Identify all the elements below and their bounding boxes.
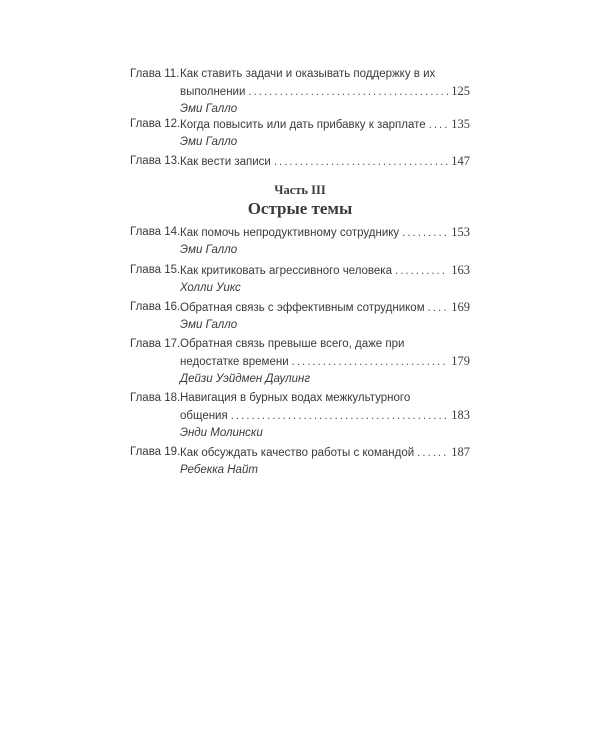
dot-leader — [417, 445, 448, 462]
dot-leader — [429, 117, 449, 134]
dot-leader — [428, 300, 449, 317]
page-number: 135 — [451, 117, 470, 131]
chapter-author: Холли Уикс — [180, 282, 241, 294]
page-number: 147 — [451, 154, 470, 168]
dot-leader — [274, 154, 448, 171]
chapter-title-text: недостатке времени — [180, 356, 289, 368]
chapter-body — [180, 153, 470, 171]
chapter-body — [180, 66, 470, 118]
dot-leader — [402, 225, 448, 242]
chapter-author: Дейзи Уэйдмен Даулинг — [180, 373, 310, 385]
chapter-title-last-line — [180, 153, 470, 171]
chapter-author: Эми Галло — [180, 319, 238, 331]
chapter-title-text: выполнении — [180, 86, 246, 98]
chapter-title-last-line — [180, 83, 470, 101]
chapter-title-text: Как критиковать агрессивного человека — [180, 265, 392, 277]
chapter-body — [180, 390, 470, 442]
chapter-title-text: Как обсуждать качество работы с командой — [180, 447, 415, 459]
chapter-body — [180, 336, 470, 388]
page-number: 125 — [451, 84, 470, 98]
page-number: 179 — [451, 354, 470, 368]
chapter-title-last-line — [180, 262, 470, 280]
page-number: 153 — [451, 225, 470, 239]
chapter-author: Эми Галло — [180, 103, 238, 115]
part-label: Часть III — [274, 183, 326, 197]
chapter-author: Энди Молински — [180, 427, 263, 439]
page-number: 163 — [451, 263, 470, 277]
chapter-number: Глава 12. — [130, 118, 181, 130]
chapter-title-text: Как вести записи — [180, 156, 271, 168]
dot-leader — [395, 263, 448, 280]
page-number: 169 — [451, 300, 470, 314]
chapter-number: Глава 19. — [130, 446, 181, 458]
chapter-author: Эми Галло — [180, 244, 238, 256]
chapter-title-text: Когда повысить или дать прибавку к зарплате — [180, 119, 426, 131]
chapter-title-line: Как ставить задачи и оказывать поддержку в их — [180, 68, 436, 80]
chapter-body — [180, 224, 470, 259]
chapter-body — [180, 262, 470, 297]
chapter-body — [180, 444, 470, 479]
chapter-title-text: общения — [180, 410, 228, 422]
chapter-title-last-line — [180, 116, 470, 134]
chapter-title-line: Навигация в бурных водах межкультурного — [180, 392, 411, 404]
chapter-body — [180, 116, 470, 151]
chapter-title-text: Как помочь непродуктивному сотруднику — [180, 227, 400, 239]
page-number: 187 — [451, 445, 470, 459]
part-title: Острые темы — [247, 199, 353, 218]
chapter-number: Глава 14. — [130, 226, 181, 238]
chapter-number: Глава 17. — [130, 338, 181, 350]
chapter-title-text: Обратная связь с эффективным сотрудником — [180, 302, 425, 314]
chapter-body — [180, 299, 470, 334]
chapter-title-last-line — [180, 407, 470, 425]
chapter-number: Глава 16. — [130, 301, 181, 313]
chapter-number: Глава 18. — [130, 392, 181, 404]
chapter-author: Эми Галло — [180, 136, 238, 148]
chapter-number: Глава 13. — [130, 155, 181, 167]
chapter-title-last-line — [180, 353, 470, 371]
chapter-title-last-line — [180, 299, 470, 317]
chapter-number: Глава 11. — [130, 68, 180, 80]
chapter-number: Глава 15. — [130, 264, 181, 276]
chapter-author: Ребекка Найт — [180, 464, 258, 476]
chapter-title-last-line — [180, 444, 470, 462]
dot-leader — [248, 84, 448, 101]
page-number: 183 — [451, 408, 470, 422]
dot-leader — [292, 354, 449, 371]
chapter-title-last-line — [180, 224, 470, 242]
chapter-title-line: Обратная связь превыше всего, даже при — [180, 338, 405, 350]
dot-leader — [231, 408, 449, 425]
